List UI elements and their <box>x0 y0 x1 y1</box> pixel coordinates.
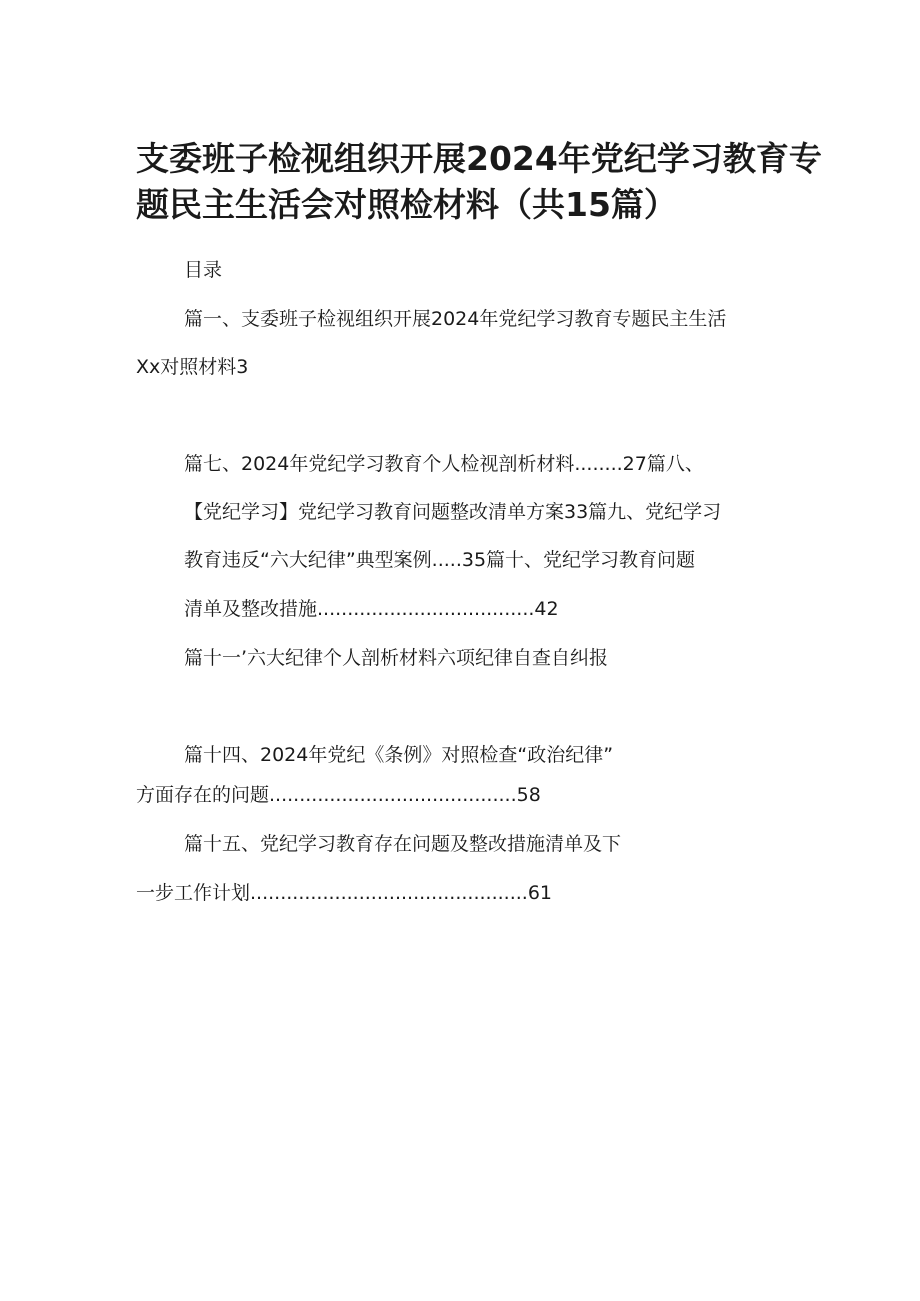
toc-entry-14-line-2: 方面存在的问题.........................................58 <box>136 784 541 806</box>
toc-entry-14-line-1: 篇十四、2024年党纪《条例》对照检查“政治纪律” <box>184 744 614 766</box>
toc-heading: 目录 <box>184 259 223 281</box>
toc-entry-15-line-2: 一步工作计划..............................................61 <box>136 882 552 904</box>
toc-entry-1-line-2: Xx对照材料3 <box>136 356 249 378</box>
toc-line-6: 清单及整改措施....................................42 <box>184 598 559 620</box>
document-title <box>136 136 822 228</box>
title-line-1: 支委班子检视组织开展2024年党纪学习教育专 <box>136 139 822 178</box>
toc-entry-15-line-1: 篇十五、党纪学习教育存在问题及整改措施清单及下 <box>184 833 622 855</box>
toc-entry-1-line-1: 篇一、支委班子检视组织开展2024年党纪学习教育专题民主生活 <box>184 308 727 330</box>
title-line-2: 题民主生活会对照检材料（共15篇） <box>136 185 677 224</box>
toc-entry-11: 篇十一’六大纪律个人剖析材料六项纪律自查自纠报 <box>184 647 609 669</box>
toc-line-5: 教育违反“六大纪律”典型案例.....35篇十、党纪学习教育问题 <box>184 549 696 571</box>
toc-line-3: 篇七、2024年党纪学习教育个人检视剖析材料........27篇八、 <box>184 453 704 475</box>
toc-line-4: 【党纪学习】党纪学习教育问题整改清单方案33篇九、党纪学习 <box>184 501 722 523</box>
